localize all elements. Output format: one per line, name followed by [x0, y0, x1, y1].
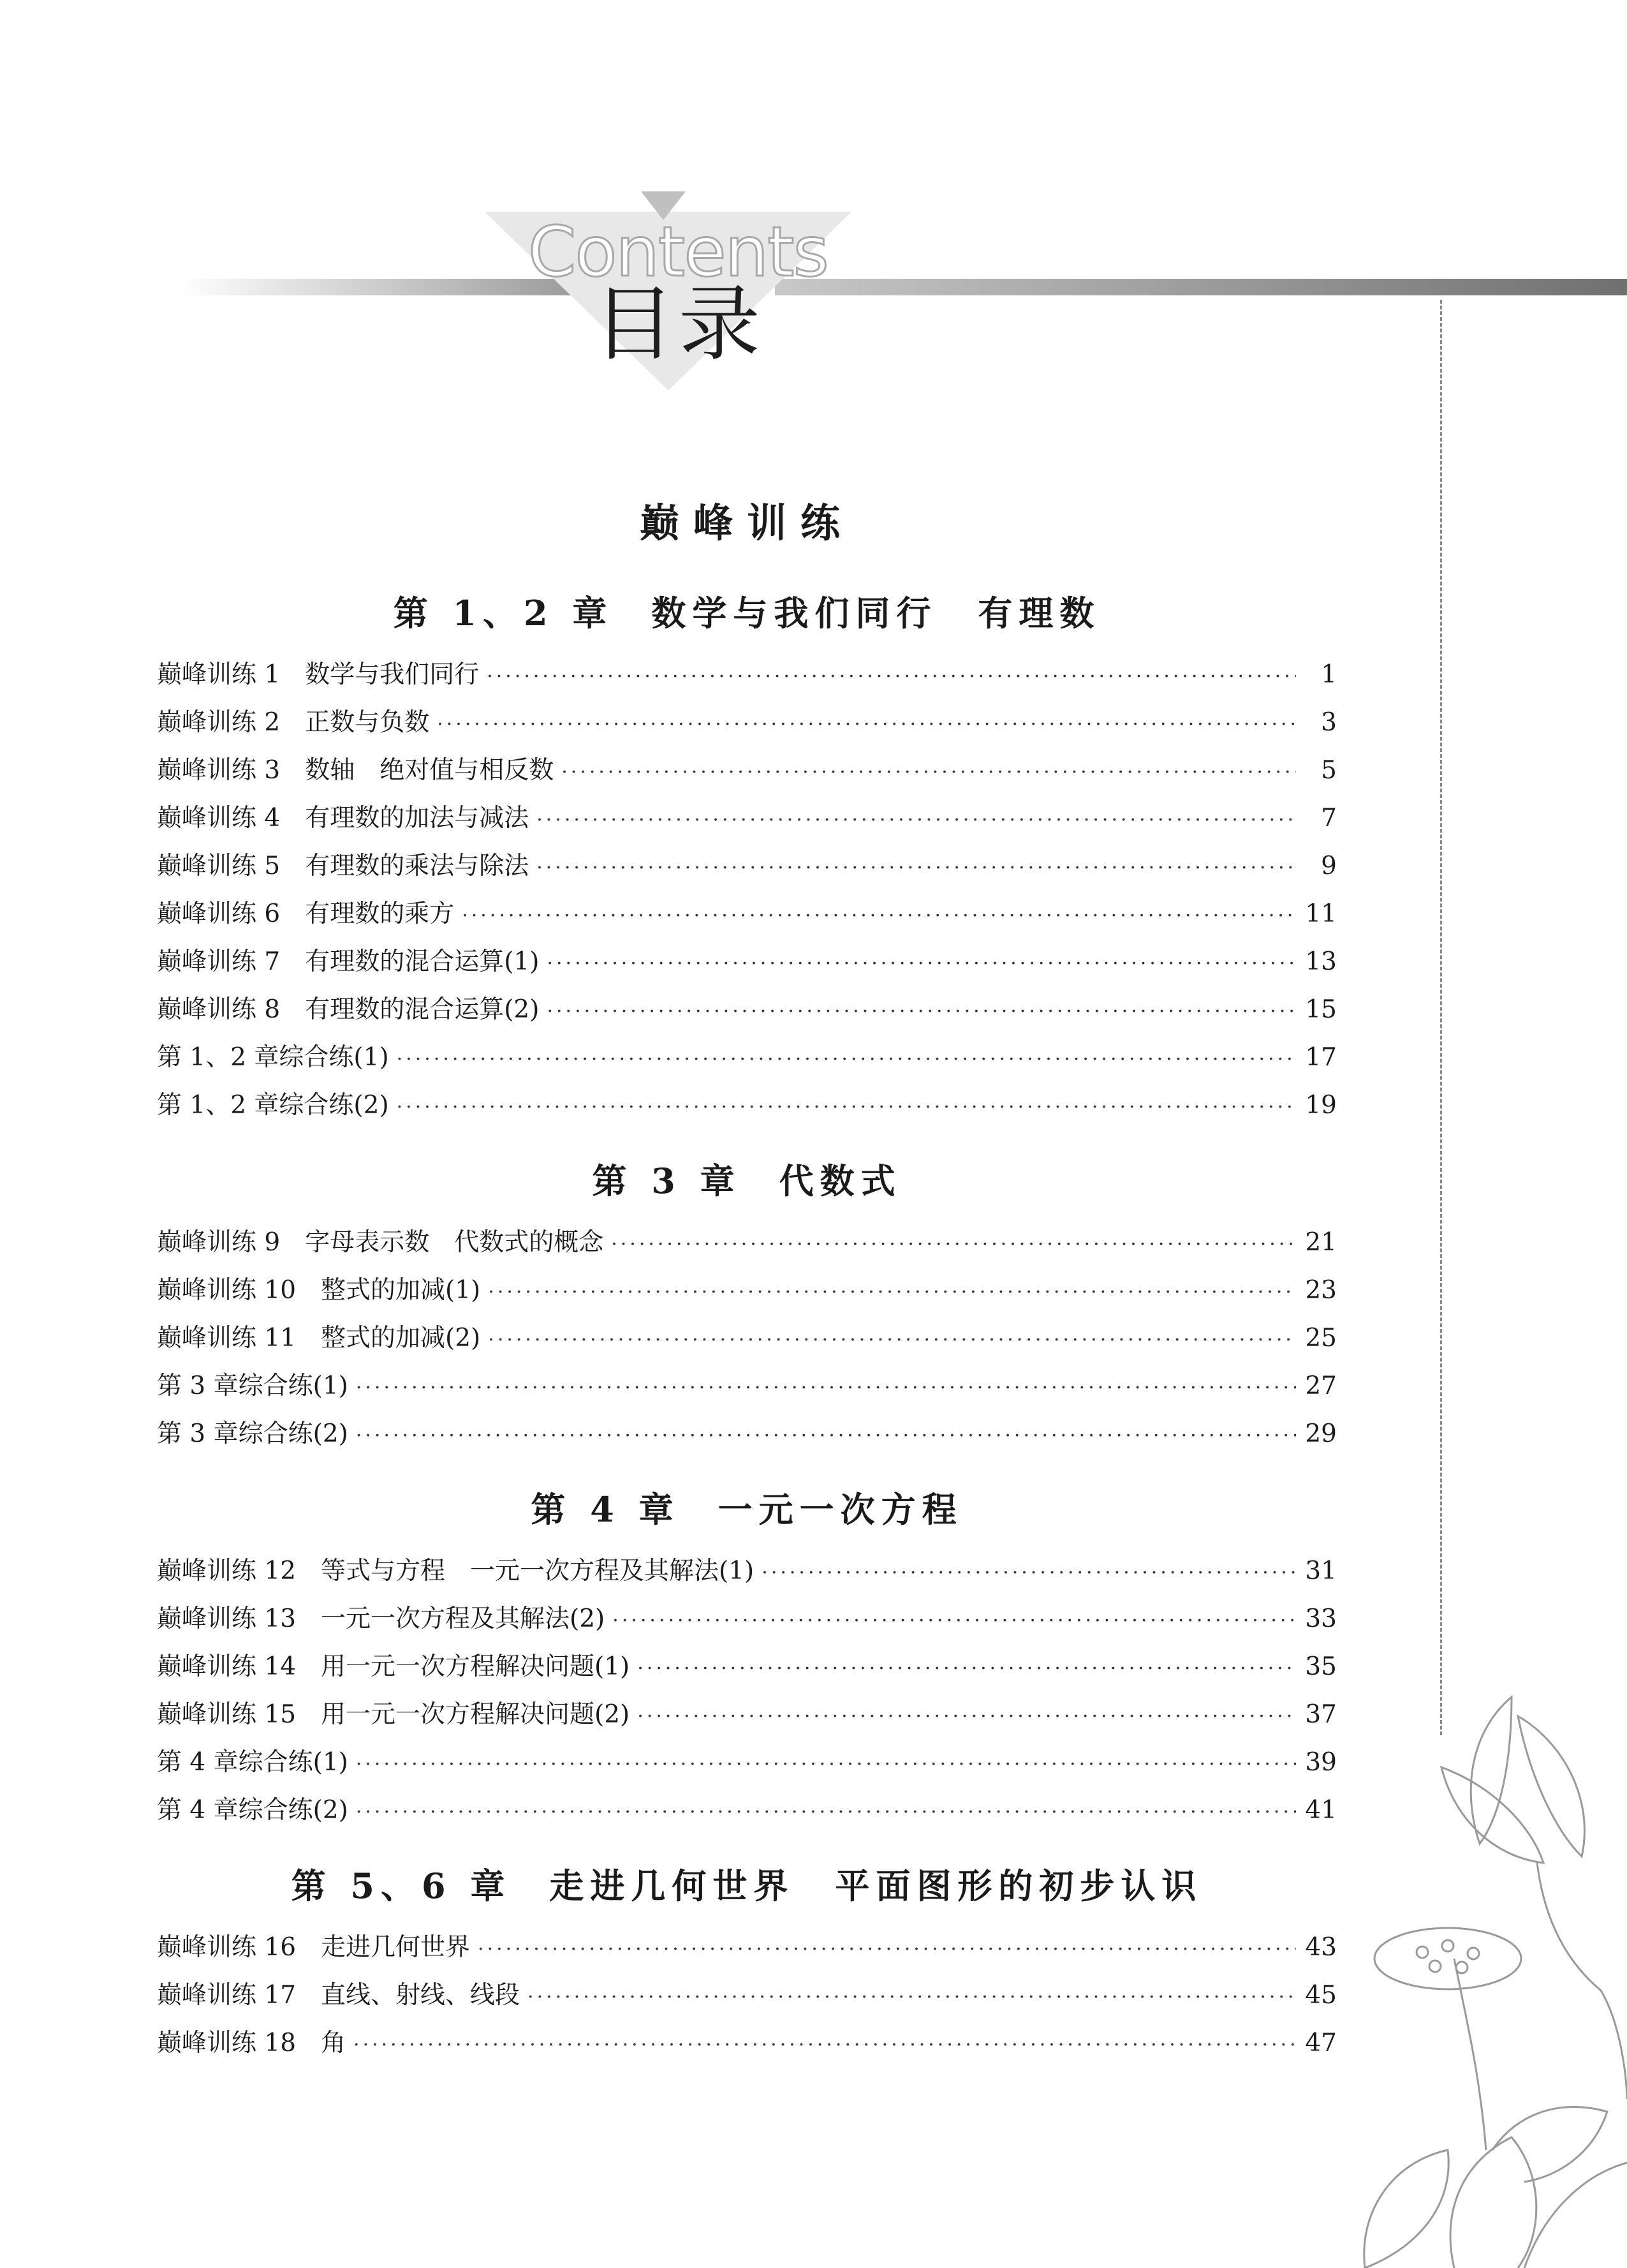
entry-label: 巅峰训练 9 字母表示数 代数式的概念	[157, 1228, 604, 1257]
toc-entry[interactable]	[157, 746, 1337, 794]
entry-label: 巅峰训练 16 走进几何世界	[157, 1933, 471, 1962]
toc-entry[interactable]	[157, 1219, 1337, 1266]
toc-entry[interactable]	[157, 938, 1337, 986]
entry-page-number: 39	[1305, 1748, 1337, 1777]
table-of-contents	[157, 485, 1337, 2067]
entry-label: 巅峰训练 8 有理数的混合运算(2)	[157, 995, 540, 1024]
entry-page-number: 37	[1305, 1700, 1337, 1729]
entry-page-number: 35	[1305, 1652, 1337, 1681]
lotus-bud-petal-front	[1441, 1767, 1543, 1863]
entry-label: 巅峰训练 17 直线、射线、线段	[157, 1981, 520, 2010]
dot-leader	[637, 1693, 1296, 1740]
chapter-name: 数学与我们同行 有理数	[651, 593, 1101, 634]
dot-leader	[437, 700, 1296, 748]
toc-entry[interactable]	[157, 890, 1337, 938]
entry-page-number: 43	[1305, 1933, 1337, 1962]
part-title: 巅峰训练	[639, 500, 854, 546]
toc-entry[interactable]	[157, 1595, 1337, 1643]
dot-leader	[462, 892, 1296, 940]
entry-label: 巅峰训练 11 整式的加减(2)	[157, 1324, 481, 1353]
contents-header-banner	[0, 0, 1627, 447]
dot-leader	[397, 1035, 1296, 1083]
dot-leader	[356, 1740, 1296, 1788]
chapter-entry-list	[157, 651, 1337, 1129]
entry-label: 巅峰训练 1 数学与我们同行	[157, 660, 480, 689]
dot-leader	[356, 1364, 1296, 1412]
chapter-name: 走进几何世界 平面图形的初步认识	[549, 1865, 1203, 1906]
toc-entry[interactable]	[157, 1923, 1337, 1971]
chapter-heading	[157, 1472, 1337, 1547]
toc-entry[interactable]	[157, 2019, 1337, 2067]
toc-title: 目录	[593, 277, 765, 372]
dot-leader	[487, 653, 1296, 700]
chapter-name: 代数式	[779, 1160, 902, 1201]
dot-leader	[397, 1083, 1296, 1131]
lotus-decoration	[1352, 1691, 1627, 2268]
entry-page-number: 15	[1305, 995, 1337, 1024]
toc-entry[interactable]	[157, 1410, 1337, 1458]
chapter-entry-list	[157, 1923, 1337, 2067]
toc-entry[interactable]	[157, 1547, 1337, 1595]
chapter-name: 一元一次方程	[718, 1489, 963, 1530]
entry-label: 巅峰训练 2 正数与负数	[157, 708, 430, 737]
dot-leader	[611, 1220, 1296, 1268]
toc-entry[interactable]	[157, 1786, 1337, 1834]
chapter-heading	[157, 575, 1337, 651]
entry-label: 巅峰训练 14 用一元一次方程解决问题(1)	[157, 1652, 630, 1681]
entry-label: 巅峰训练 3 数轴 绝对值与相反数	[157, 756, 554, 785]
chapter-number: 第 1、2 章	[393, 593, 614, 634]
dot-leader	[612, 1597, 1296, 1645]
entry-label: 巅峰训练 15 用一元一次方程解决问题(2)	[157, 1700, 630, 1729]
entry-page-number: 13	[1305, 947, 1337, 976]
lotus-flower-petal-center	[1450, 2137, 1536, 2268]
entry-label: 巅峰训练 12 等式与方程 一元一次方程及其解法(1)	[157, 1557, 755, 1585]
lotus-bud-petal-left	[1471, 1697, 1512, 1844]
entry-page-number: 3	[1321, 708, 1337, 737]
entry-page-number: 31	[1305, 1557, 1337, 1585]
dot-leader	[488, 1268, 1296, 1316]
entry-label: 第 1、2 章综合练(1)	[157, 1043, 389, 1072]
dot-leader	[488, 1316, 1296, 1364]
entry-page-number: 19	[1305, 1091, 1337, 1120]
dot-leader	[762, 1549, 1296, 1597]
entry-page-number: 33	[1305, 1605, 1337, 1633]
lotus-bud-petal-right	[1518, 1716, 1584, 1857]
dot-leader	[527, 1973, 1296, 2021]
toc-entry[interactable]	[157, 1034, 1337, 1081]
chapter-entry-list	[157, 1219, 1337, 1458]
header-right-bar	[775, 279, 1627, 295]
entry-label: 第 1、2 章综合练(2)	[157, 1091, 389, 1120]
entry-label: 巅峰训练 18 角	[157, 2029, 346, 2057]
chapter-entry-list	[157, 1547, 1337, 1834]
toc-entry[interactable]	[157, 1971, 1337, 2019]
entry-page-number: 45	[1305, 1981, 1337, 2010]
entry-label: 第 3 章综合练(2)	[157, 1419, 348, 1448]
dot-leader	[547, 940, 1296, 988]
entry-label: 巅峰训练 5 有理数的乘法与除法	[157, 852, 529, 880]
chapter-number: 第 5、6 章	[291, 1865, 512, 1906]
entry-page-number: 21	[1305, 1228, 1337, 1257]
chapter-heading	[157, 1143, 1337, 1219]
vertical-dashed-rule	[1440, 300, 1442, 1735]
lotus-seedpod	[1374, 1928, 1521, 1989]
entry-page-number: 47	[1305, 2029, 1337, 2057]
entry-page-number: 23	[1305, 1276, 1337, 1305]
toc-entry[interactable]	[157, 699, 1337, 746]
dot-leader	[356, 1412, 1296, 1460]
toc-entry[interactable]	[157, 1643, 1337, 1691]
lotus-stem-upper	[1537, 1863, 1627, 2099]
toc-entry[interactable]	[157, 651, 1337, 699]
toc-entry[interactable]	[157, 1691, 1337, 1738]
dot-leader	[353, 2021, 1296, 2069]
dot-leader	[478, 1925, 1296, 1973]
entry-page-number: 1	[1321, 660, 1337, 689]
lotus-flower-petal-back	[1492, 2107, 1607, 2183]
entry-label: 巅峰训练 4 有理数的加法与减法	[157, 804, 529, 833]
dot-leader	[536, 796, 1296, 844]
entry-label: 第 3 章综合练(1)	[157, 1372, 348, 1400]
entry-page-number: 27	[1305, 1372, 1337, 1400]
toc-entry[interactable]	[157, 1266, 1337, 1314]
entry-page-number: 7	[1321, 804, 1337, 833]
entry-label: 巅峰训练 6 有理数的乘方	[157, 900, 455, 928]
entry-page-number: 17	[1305, 1043, 1337, 1072]
dot-leader	[536, 844, 1296, 892]
toc-entry[interactable]	[157, 1362, 1337, 1410]
toc-entry[interactable]	[157, 794, 1337, 842]
entry-page-number: 41	[1305, 1796, 1337, 1825]
dot-leader	[356, 1788, 1296, 1836]
dot-leader	[637, 1645, 1296, 1693]
entry-page-number: 25	[1305, 1324, 1337, 1353]
entry-page-number: 5	[1321, 756, 1337, 785]
entry-label: 第 4 章综合练(2)	[157, 1796, 348, 1825]
chapter-number: 第 3 章	[592, 1160, 741, 1201]
header-left-bar	[177, 279, 579, 295]
toc-entry[interactable]	[157, 986, 1337, 1034]
toc-entry[interactable]	[157, 1738, 1337, 1786]
entry-label: 巅峰训练 10 整式的加减(1)	[157, 1276, 481, 1305]
entry-page-number: 9	[1321, 852, 1337, 880]
toc-entry[interactable]	[157, 1314, 1337, 1362]
entry-label: 巅峰训练 13 一元一次方程及其解法(2)	[157, 1605, 605, 1633]
dot-leader	[547, 988, 1296, 1035]
entry-label: 第 4 章综合练(1)	[157, 1748, 348, 1777]
chapter-heading	[157, 1848, 1337, 1923]
toc-entry[interactable]	[157, 1081, 1337, 1129]
lotus-flower-petal-left	[1364, 2150, 1449, 2268]
entry-label: 巅峰训练 7 有理数的混合运算(1)	[157, 947, 540, 976]
dot-leader	[561, 748, 1296, 796]
chapter-number: 第 4 章	[531, 1489, 680, 1530]
entry-page-number: 11	[1305, 900, 1337, 928]
toc-entry[interactable]	[157, 842, 1337, 890]
entry-page-number: 29	[1305, 1419, 1337, 1448]
contents-banner-text: Contents	[528, 212, 828, 292]
